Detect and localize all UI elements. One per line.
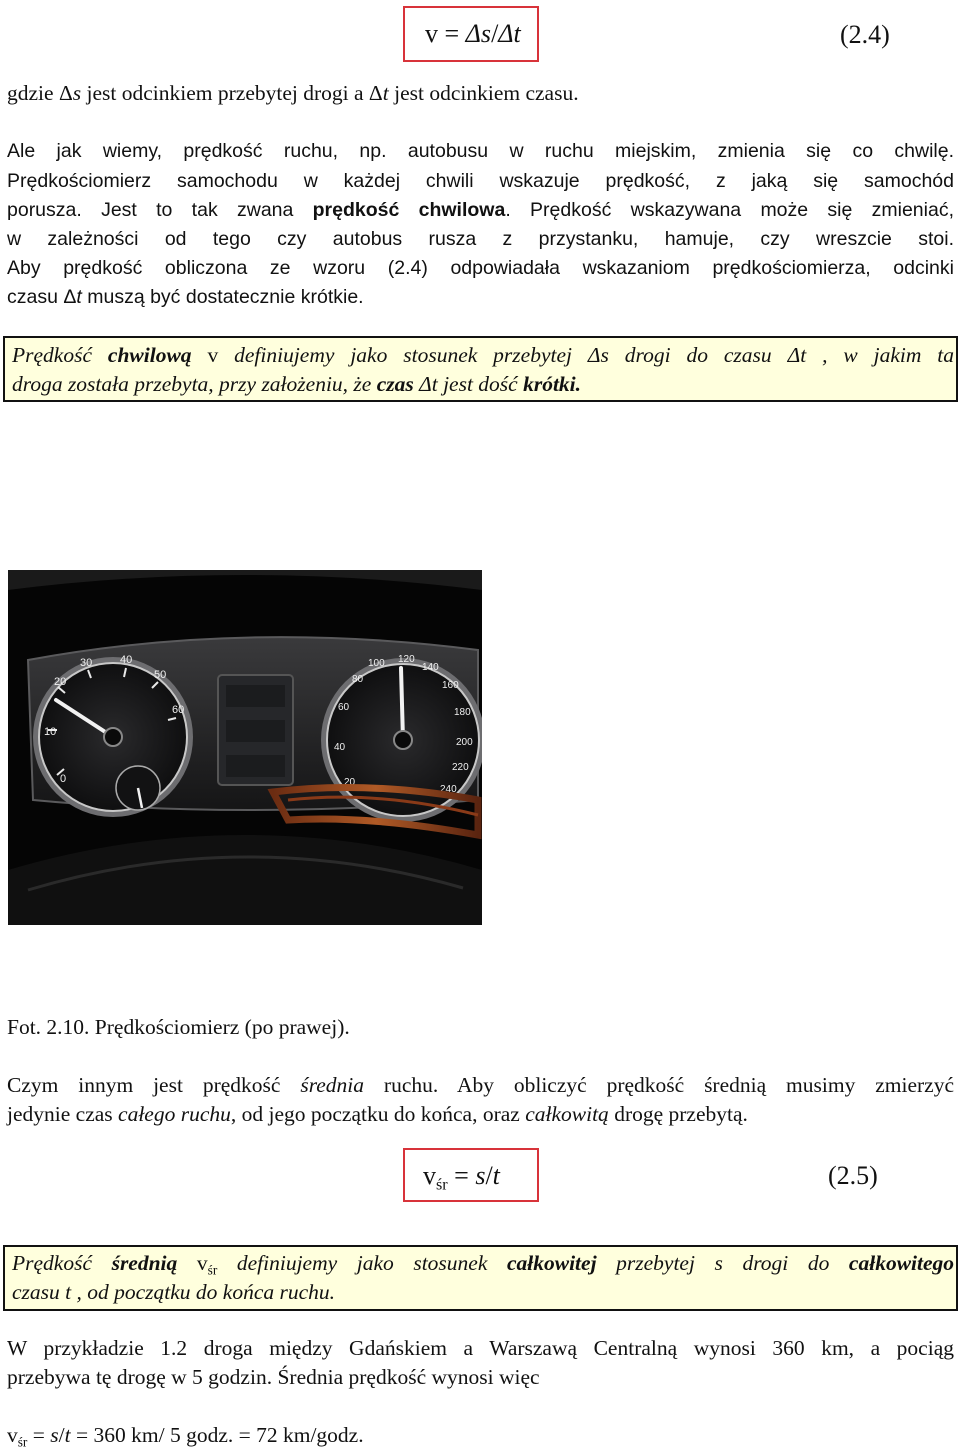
text-run: , od jego początku do końca, oraz <box>230 1102 526 1126</box>
text-run: śr <box>436 1176 448 1194</box>
paragraph-delta-definition <box>7 81 954 106</box>
svg-text:20: 20 <box>54 676 67 688</box>
paragraph-line: W przykładzie 1.2 droga między Gdańskiem a Warszawą Centralną wynosi 360 km, a pociąg <box>7 1336 954 1360</box>
text-run: v <box>177 1251 208 1275</box>
photo-caption: Fot. 2.10. Prędkościomierz (po prawej). <box>7 1015 350 1039</box>
definition-line <box>12 343 954 368</box>
text-run: śr <box>207 1262 218 1278</box>
equation-2-5-box <box>403 1148 539 1202</box>
svg-text:220: 220 <box>452 762 469 773</box>
text-run: drogę przebytą. <box>608 1102 748 1126</box>
text-run: całkowitego <box>848 1251 955 1275</box>
svg-text:240: 240 <box>440 784 457 795</box>
formula-ds: Δs <box>465 19 492 48</box>
paragraph-line: Ale jak wiemy, prędkość ruchu, np. autobusu w ruchu miejskim, zmienia się co chwilę. <box>7 140 954 162</box>
text-run: Prędkość <box>12 343 108 367</box>
formula-slash: / <box>491 19 499 48</box>
svg-text:0: 0 <box>60 773 67 785</box>
text-run: droga została przebyta, przy założeniu, że <box>12 372 377 396</box>
text-run: v <box>191 343 235 367</box>
equation-2-4-formula <box>425 19 521 49</box>
text-run: t <box>64 1423 71 1447</box>
paragraph-line: Aby prędkość obliczona ze wzoru (2.4) odpowiadała wskazaniom prędkościomierza, odcinki <box>7 257 954 279</box>
text-run: średnia <box>300 1073 365 1097</box>
equation-2-5-number: (2.5) <box>828 1161 878 1190</box>
text-run: Δ <box>58 81 73 105</box>
svg-text:30: 30 <box>80 657 93 669</box>
definition-line <box>12 1251 954 1279</box>
text-run: = <box>447 1161 476 1190</box>
text-run: Δ <box>368 81 383 105</box>
equation-2-4-number: (2.4) <box>840 20 890 49</box>
text-run: całego ruchu <box>118 1102 231 1126</box>
speedometer-photo <box>8 570 482 925</box>
paragraph-line <box>7 286 954 309</box>
text-run: s <box>72 81 82 105</box>
svg-text:50: 50 <box>154 669 167 681</box>
text-run: t <box>492 1161 500 1190</box>
text-run: definiujemy jako stosunek <box>217 1251 507 1275</box>
formula-dt: Δt <box>498 19 521 48</box>
text-run: v <box>423 1161 436 1190</box>
text-run: v <box>7 1423 18 1447</box>
text-run: s <box>475 1161 486 1190</box>
svg-text:60: 60 <box>172 704 185 716</box>
text-run: czas <box>376 372 414 396</box>
equation-2-5-formula <box>423 1161 500 1195</box>
definition-average-speed-box <box>3 1245 958 1311</box>
paragraph-line: Prędkościomierz samochodu w każdej chwili wskazuje prędkość, z jaką się samochód <box>7 170 954 192</box>
formula-v: v = <box>425 19 466 48</box>
text-run: jest odcinkiem czasu. <box>388 81 579 105</box>
svg-text:40: 40 <box>334 742 346 753</box>
svg-text:100: 100 <box>368 658 385 669</box>
text-run: porusza. Jest to tak zwana <box>7 199 313 221</box>
svg-text:140: 140 <box>422 662 439 673</box>
svg-text:80: 80 <box>352 674 364 685</box>
svg-text:60: 60 <box>338 702 350 713</box>
paragraph-line <box>7 1073 954 1098</box>
svg-text:160: 160 <box>442 680 459 691</box>
svg-text:180: 180 <box>454 707 471 718</box>
text-run: ruchu. Aby obliczyć prędkość średnią musimy zmierzyć <box>364 1073 954 1097</box>
text-run: = 360 km/ 5 godz. = 72 km/godz. <box>70 1423 364 1447</box>
svg-text:40: 40 <box>120 654 133 666</box>
text-run: t <box>382 81 389 105</box>
text-run: / <box>58 1423 65 1447</box>
text-run: definiujemy jako stosunek przebytej Δs drogi do czasu Δt , w jakim ta <box>234 343 954 367</box>
text-run: / <box>485 1161 493 1190</box>
text-run: Czym innym jest prędkość <box>7 1073 301 1097</box>
svg-text:20: 20 <box>344 777 356 788</box>
text-run: Δ <box>63 286 77 308</box>
paragraph-line <box>7 1102 954 1127</box>
text-run: chwilową <box>107 343 192 367</box>
text-run: prędkość chwilowa <box>312 199 506 221</box>
definition-instantaneous-speed-box <box>3 336 958 402</box>
text-run: muszą być dostatecznie krótkie. <box>81 286 364 308</box>
text-run: gdzie <box>7 81 59 105</box>
paragraph-line <box>7 199 954 222</box>
final-calculation <box>7 1423 954 1451</box>
text-run: średnią <box>111 1251 178 1275</box>
svg-text:200: 200 <box>456 737 473 748</box>
text-run: czasu <box>7 286 64 308</box>
svg-text:10: 10 <box>44 726 57 738</box>
text-run: s <box>50 1423 59 1447</box>
speedometer-needle <box>401 668 403 740</box>
text-run: jedynie czas <box>7 1102 119 1126</box>
text-run: przebytej s drogi do <box>596 1251 849 1275</box>
text-run: t <box>76 286 82 308</box>
text-run: Δt jest dość <box>413 372 524 396</box>
text-run: całkowitą <box>525 1102 609 1126</box>
definition-line: czasu t , od początku do końca ruchu. <box>12 1280 336 1304</box>
text-run: Prędkość <box>12 1251 112 1275</box>
text-run: = <box>27 1423 51 1447</box>
text-run: jest odcinkiem przebytej drogi a <box>81 81 369 105</box>
text-run: całkowitej <box>506 1251 597 1275</box>
text-run: . Prędkość wskazywana może się zmieniać, <box>505 199 954 221</box>
equation-2-4-box <box>403 6 539 62</box>
svg-text:120: 120 <box>398 654 415 665</box>
text-run: krótki. <box>523 372 582 396</box>
definition-line <box>12 372 954 397</box>
text-run: śr <box>17 1434 28 1450</box>
paragraph-line: w zależności od tego czy autobus rusza z przystanku, hamuje, czy wreszcie stoi. <box>7 228 954 250</box>
paragraph-line: przebywa tę drogę w 5 godzin. Średnia prędkość wynosi więc <box>7 1365 540 1389</box>
